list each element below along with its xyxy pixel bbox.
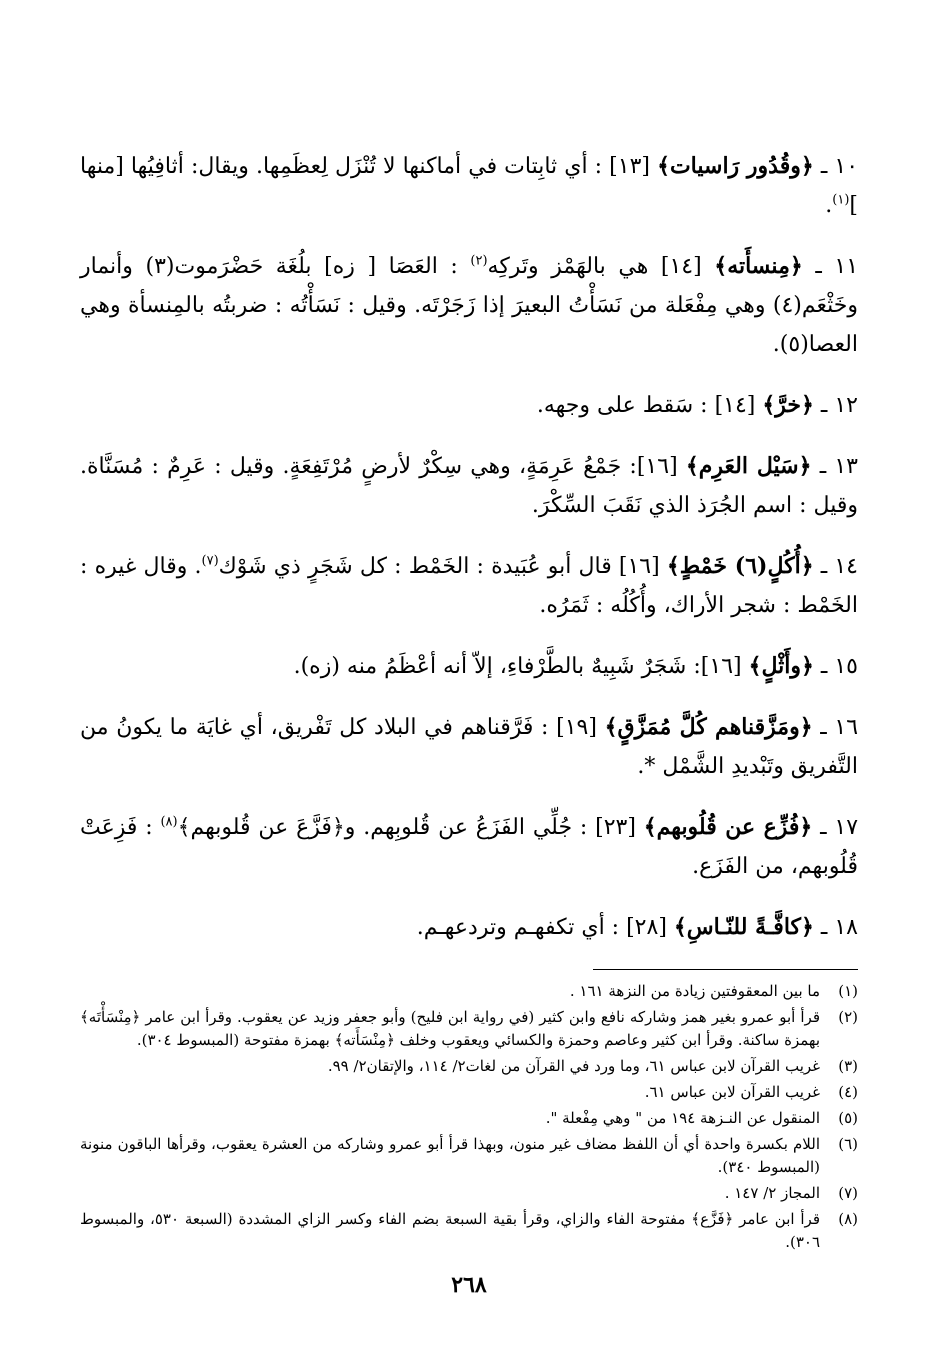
footnote-number: (٨) xyxy=(838,1210,858,1228)
entry-text-tail: . xyxy=(825,193,833,218)
footnote-number: (٤) xyxy=(838,1083,858,1101)
entry-verse-ref: [٢٣] xyxy=(587,815,644,840)
footnote-text: المنقول عن النـزهة ١٩٤ من " وهي مِفْعلة ". xyxy=(545,1109,820,1127)
entry-text: : جُلِّي الفَزَعُ عن قُلوبِهم. و﴿فَزَّعَ عن قُلوبهم﴾ xyxy=(177,815,588,840)
footnote-marker: (٧) xyxy=(201,553,219,569)
entry-verse-ref: [١٦] xyxy=(611,554,667,579)
entry-headword: ﴿خرَّ﴾ xyxy=(762,392,814,418)
entry-text: : أي تكفهـم وتردعهـم. xyxy=(416,915,620,940)
entry-text: : جَمْعُ عَرِمَةٍ، وهي سِكْرٌ لأرضٍ مُرْتَفِعَةٍ. وقيل : عَرِمٌ : مُسَنَّاة. وقيل : اسم الجُرَذ الذي نَقَبَ السِّكْرَ. xyxy=(80,454,858,518)
footnote-number: (٦) xyxy=(838,1135,858,1153)
entries-list xyxy=(80,147,858,947)
footnote-2 xyxy=(80,1006,858,1052)
entry-verse-ref: [١٦] xyxy=(700,654,749,679)
entry-11 xyxy=(80,247,858,364)
entry-headword: ﴿وأَثْلٍ﴾ xyxy=(748,653,814,679)
footnote-text: ما بين المعقوفتين زيادة من النزهة ١٦١ . xyxy=(569,982,820,1000)
entry-number: ١٥ ـ xyxy=(820,654,858,679)
footnote-3 xyxy=(80,1055,858,1078)
entry-headword: ﴿سَيْل العَرِم﴾ xyxy=(685,453,812,479)
footnote-1 xyxy=(80,980,858,1003)
footnote-text: قرأ ابن عامر ﴿فَزَّع﴾ مفتوحة الفاء والزاي، وقرأ بقية السبعة بضم الفاء وكسر الزاي المشددة (السبعة ٥٣٠، والمبسوط ٣٠٦). xyxy=(80,1210,821,1251)
entry-text: قال أبو عُبَيدة : الخَمْط : كل شَجَرٍ ذي شَوْك xyxy=(218,554,612,579)
footnote-text: قرأ أبو عمرو بغير همز وشاركه نافع وابن كثير (في رواية ابن فليح) وأبو جعفر وزيد عن يعقوب. وقرأ ابن عامر ﴿مِنْسَأْتَه﴾ بهمزة ساكنة. وقرأ ابن كثير وعاصم وحمزة والكسائي ويعقوب وخلف ﴿مِنْسَأَته﴾ بهمزة مفتوحة (المبسوط ٣٠٤). xyxy=(80,1008,820,1049)
entry-number: ١٦ ـ xyxy=(820,715,859,740)
entry-headword: ﴿وقُدُور رَاسيات﴾ xyxy=(657,153,814,179)
entry-headword: ﴿كافَّـةً للنّـاسِ﴾ xyxy=(673,914,814,940)
footnote-number: (٥) xyxy=(838,1109,858,1127)
footnote-number: (٣) xyxy=(838,1057,858,1075)
entry-verse-ref: [١٩] xyxy=(548,715,605,740)
entry-15 xyxy=(80,647,858,686)
footnote-marker: (١) xyxy=(832,192,850,208)
entry-text: : أي ثابِتات في أماكنها لا تُنْزَل لِعظَمِها. ويقال: أثافِيُها [منها ] xyxy=(80,154,858,218)
entry-headword: ﴿أُكُلٍ(٦) خَمْطٍ﴾ xyxy=(666,553,814,579)
entry-number: ١٢ ـ xyxy=(820,393,858,418)
footnote-text: المجاز ٢/ ١٤٧ . xyxy=(724,1184,820,1202)
footnote-marker: (٢) xyxy=(470,253,488,269)
entry-verse-ref: [١٤] xyxy=(648,254,715,279)
page-number: ٢٦٨ xyxy=(451,1272,487,1298)
entry-verse-ref: [١٣] xyxy=(602,154,658,179)
footnote-7 xyxy=(80,1182,858,1205)
footnotes-list xyxy=(80,980,858,1254)
entry-verse-ref: [٢٨] xyxy=(619,915,674,940)
entry-headword: ﴿مِنسأَته﴾ xyxy=(714,253,803,279)
entry-text-tail: . وقال غيره : الخَمْط : شجر الأراك، وأُكُلُه : ثَمَرُه. xyxy=(80,554,858,618)
footnote-marker: (٨) xyxy=(160,814,178,830)
entry-headword: ﴿فُزِّع عن قُلُوبهم﴾ xyxy=(643,814,813,840)
entry-number: ١٤ ـ xyxy=(820,554,858,579)
entry-16 xyxy=(80,708,858,786)
footnote-8 xyxy=(80,1208,858,1254)
entry-text: : شَجَرٌ شَبِيهٌ بالطَّرْفاءِ، إلاّ أنه أعْظَمُ منه (زه). xyxy=(293,654,701,679)
entry-13 xyxy=(80,447,858,525)
entry-14 xyxy=(80,547,858,625)
entry-number: ١٠ ـ xyxy=(820,154,859,179)
entry-headword: ﴿ومَزَّقناهم كُلَّ مُمَزَّقٍ﴾ xyxy=(604,714,813,740)
entry-verse-ref: [١٦] xyxy=(636,454,686,479)
entry-18 xyxy=(80,908,858,947)
entry-number: ١٧ ـ xyxy=(820,815,859,840)
footnote-5 xyxy=(80,1107,858,1130)
entry-text: هي بالهَمْز وتَركِه xyxy=(487,254,649,279)
entry-verse-ref: [١٤] xyxy=(707,393,763,418)
footnote-text: غريب القرآن لابن عباس ٦١، وما ورد في القرآن من لغات٢/ ١١٤، والإتقان٢/ ٩٩. xyxy=(327,1057,820,1075)
footnote-4 xyxy=(80,1081,858,1104)
footnote-text: اللام بكسرة واحدة أي أن اللفظ مضاف غير منون، وبهذا قرأ أبو عمرو وشاركه من العشرة يعقوب، وقرأها الباقون منونة (المبسوط ٣٤٠). xyxy=(80,1135,820,1176)
entry-number: ١١ ـ xyxy=(815,254,859,279)
footnote-number: (١) xyxy=(838,982,858,1000)
footnote-text: غريب القرآن لابن عباس ٦١. xyxy=(644,1083,820,1101)
footnote-separator xyxy=(593,969,858,970)
entry-17 xyxy=(80,808,858,886)
entry-number: ١٨ ـ xyxy=(820,915,858,940)
entry-text: : سَقط على وجهه. xyxy=(536,393,708,418)
footnote-number: (٧) xyxy=(838,1184,858,1202)
entry-text: : فَرَّقناهم في البلاد كل تَفْريق، أي غايَة ما يكونُ من التَّفريق وتَبْديدِ الشَّمْل *. xyxy=(80,715,858,779)
footnote-6 xyxy=(80,1133,858,1179)
entry-12 xyxy=(80,386,858,425)
entry-10 xyxy=(80,147,858,225)
entry-text-tail: : العَصَا [ زه] بلُغَة حَضْرَموت(٣) وأنمار وخَثْعَم(٤) وهي مِفْعَلة من نَسَأْتُ البعيرَ إذا زَجَرْتَه. وقيل : نَسَأْتُه : ضربتُه بالمِنسأة وهي العصا(٥). xyxy=(80,254,858,357)
entry-text-tail: : فَزِعَتْ قُلُوبهم، من الفَزَع. xyxy=(80,815,858,879)
footnote-number: (٢) xyxy=(838,1008,858,1026)
entry-number: ١٣ ـ xyxy=(819,454,858,479)
